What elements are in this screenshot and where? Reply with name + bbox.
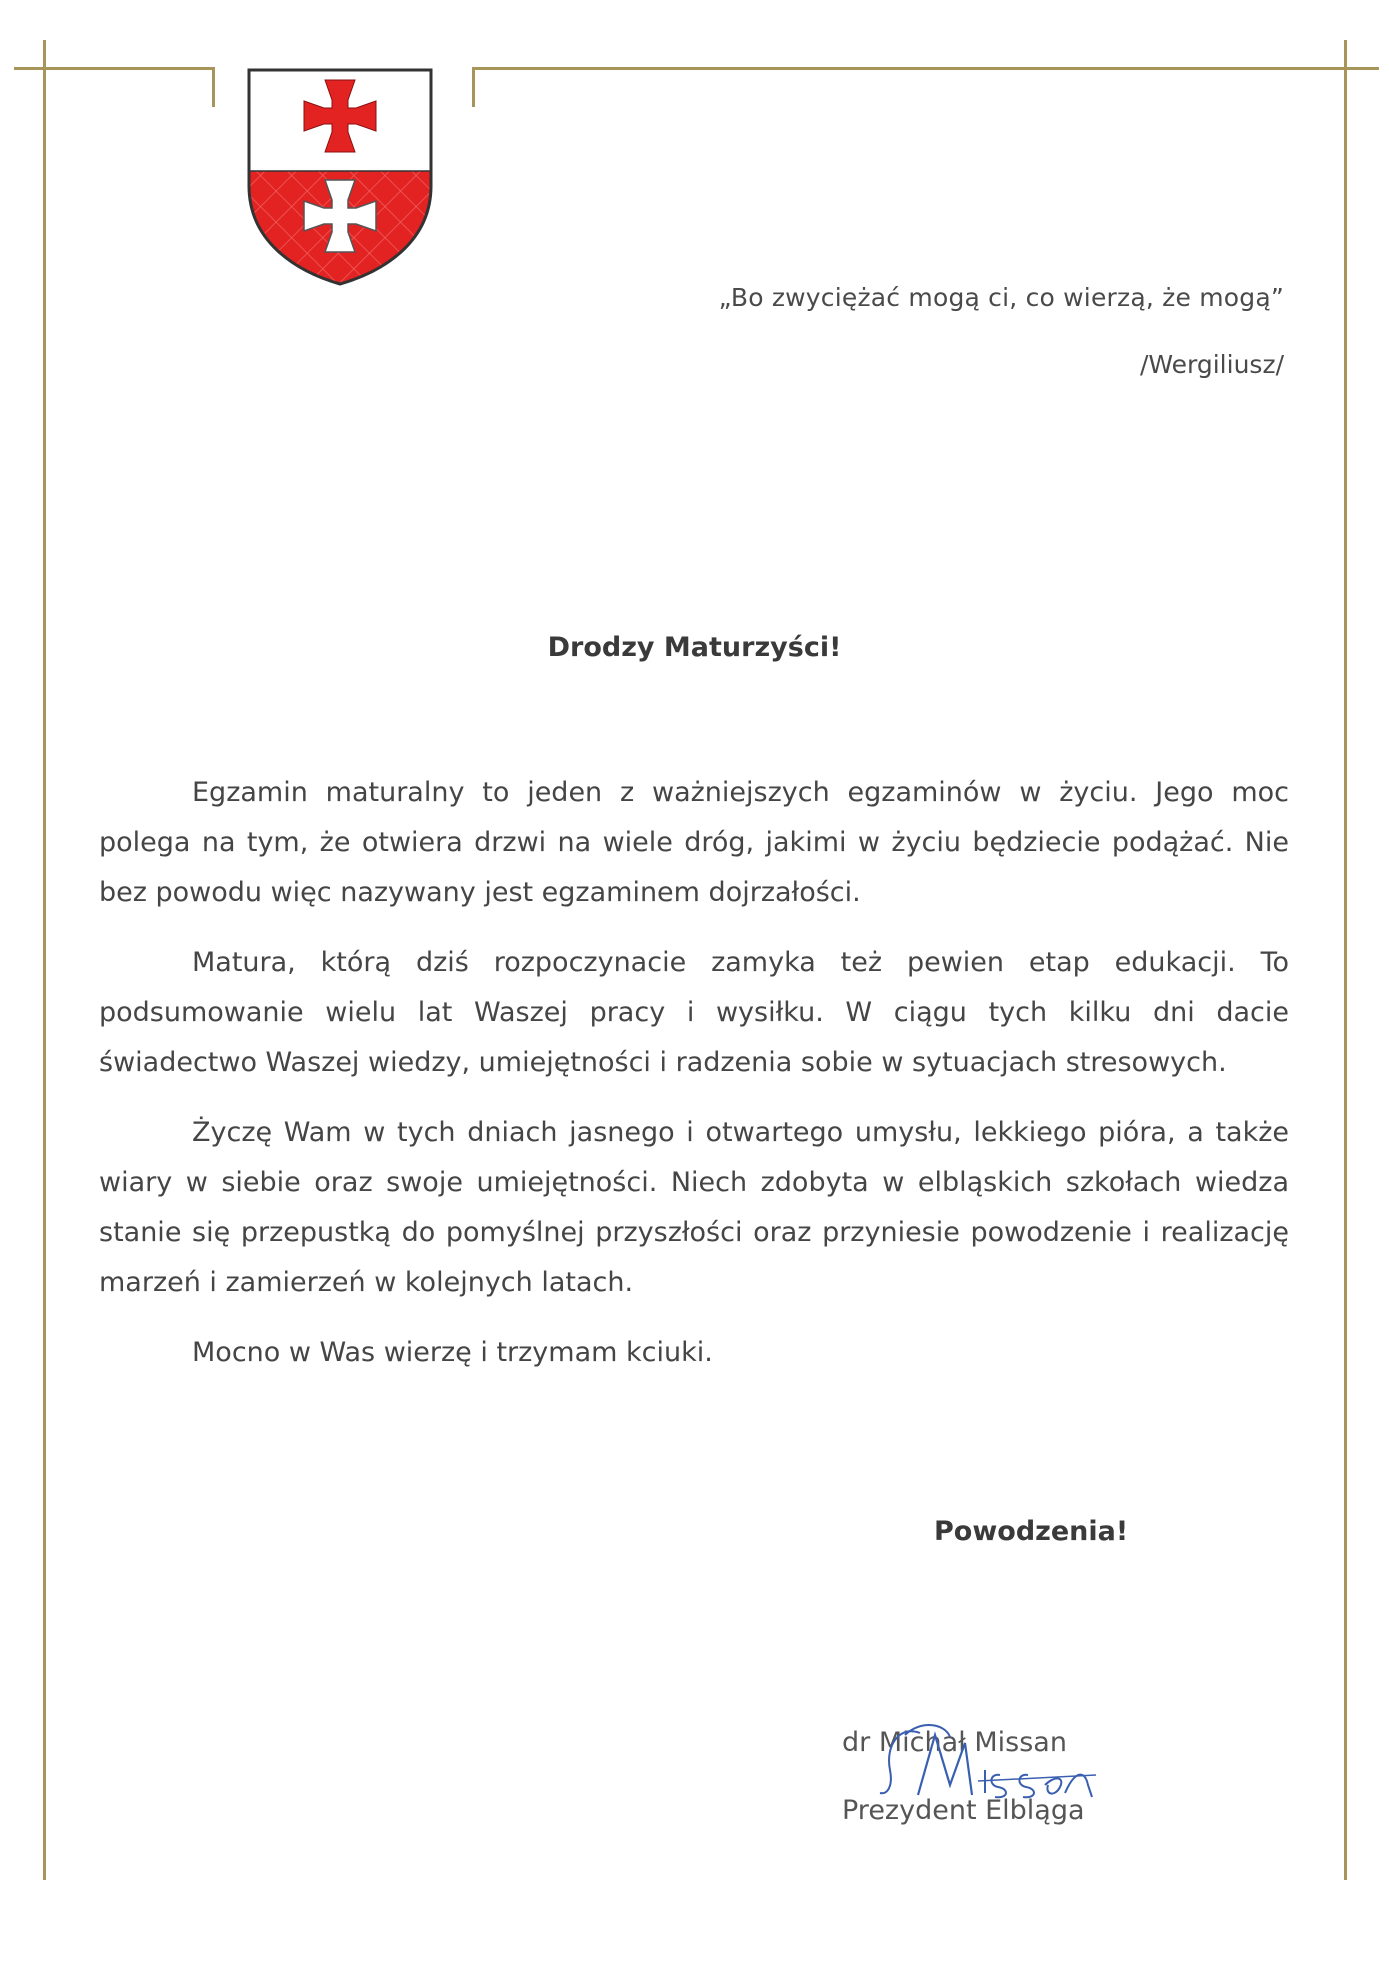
paragraph: Matura, którą dziś rozpoczynacie zamyka też pewien etap edukacji. To podsumowanie wielu lat Waszej pracy i wysiłku. W ciągu tych kilku dni dacie świadectwo Waszej wiedzy, umiejętności i radzenia sobie w sytuacjach stresowych.	[99, 947, 1289, 1078]
frame-right	[1344, 40, 1347, 1880]
motto-quote: „Bo zwyciężać mogą ci, co wierzą, że mogą”	[718, 283, 1284, 312]
frame-left	[43, 40, 46, 1880]
letter-closing: Powodzenia!	[934, 1516, 1129, 1547]
frame-top-left-tick	[212, 67, 215, 107]
signatory-name: dr Michał Missan	[842, 1727, 1067, 1758]
paragraph: Życzę Wam w tych dniach jasnego i otwartego umysłu, lekkiego pióra, a także wiary w siebie oraz swoje umiejętności. Niech zdobyta w elbląskich szkołach wiedza stanie się przepustką do pomyślnej przyszłości oraz przyniesie powodzenie i realizację marzeń i zamierzeń w kolejnych latach.	[99, 1117, 1289, 1298]
paragraph: Egzamin maturalny to jeden z ważniejszych egzaminów w życiu. Jego moc polega na tym, że otwiera drzwi na wiele dróg, jakimi w życiu będziecie podążać. Nie bez powodu więc nazywany jest egzaminem dojrzałości.	[99, 777, 1289, 908]
paragraph: Mocno w Was wierzę i trzymam kciuki.	[192, 1337, 713, 1368]
coat-of-arms-logo	[245, 66, 435, 288]
frame-top-right-tick	[472, 67, 475, 107]
letter-greeting: Drodzy Maturzyści!	[547, 632, 842, 663]
signatory-role: Prezydent Elbląga	[842, 1795, 1085, 1826]
motto-author: /Wergiliusz/	[1139, 350, 1284, 379]
frame-top-right	[472, 67, 1379, 70]
letter-body	[99, 768, 1289, 1398]
